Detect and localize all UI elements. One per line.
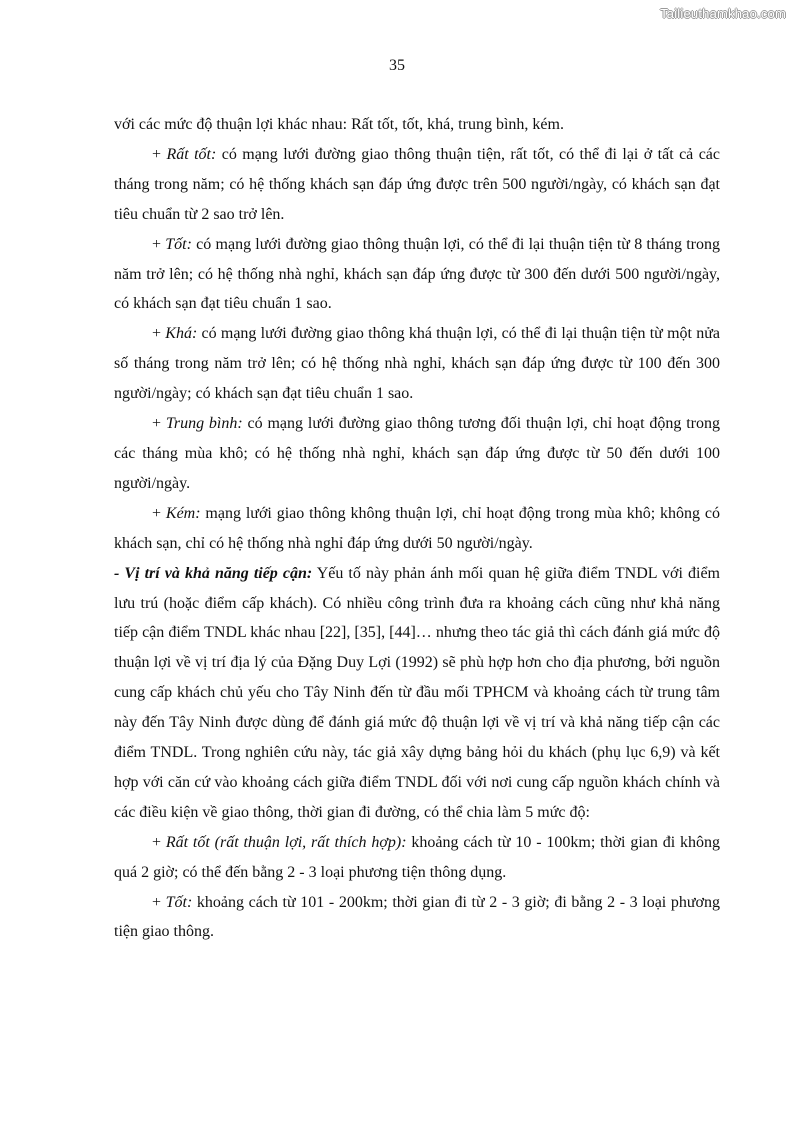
level-label: Rất tốt (rất thuận lợi, rất thích hợp):	[165, 833, 407, 851]
paragraph-intro	[114, 110, 720, 140]
page-number: 35	[389, 57, 405, 74]
level-tot	[114, 888, 720, 948]
level-text: khoảng cách từ 10 - 100km; thời gian đi không quá 2 giờ; có thể đến bằng 2 - 3 loại phương tiện thông dụng.	[114, 833, 720, 881]
criterion-label: Khá:	[165, 325, 198, 343]
bullet-prefix: +	[152, 235, 166, 253]
paragraph-kha	[114, 319, 720, 409]
level-text: khoảng cách từ 101 - 200km; thời gian đi từ 2 - 3 giờ; đi bằng 2 - 3 loại phương tiện giao thông.	[114, 893, 720, 941]
paragraph-tot	[114, 230, 720, 320]
paragraph-trung-binh	[114, 409, 720, 499]
criterion-label: Rất tốt:	[166, 145, 217, 163]
watermark: Tailieuthamkhao.com	[660, 6, 786, 21]
bullet-prefix: +	[152, 325, 166, 343]
bullet-prefix: +	[152, 833, 166, 851]
section-text: Yếu tố này phản ánh mối quan hệ giữa điểm TNDL với điểm lưu trú (hoặc điểm cấp khách). Có nhiều công trình đưa ra khoảng cách cũng như khả năng tiếp cận điểm TNDL khác nhau [22], [35], [44]… nhưng theo tác giả thì cách đánh giá mức độ thuận lợi về vị trí địa lý của Đặng Duy Lợi (1992) sẽ phù hợp hơn cho địa phương, bởi nguồn cung cấp khách chủ yếu cho Tây Ninh đến từ đầu mối TPHCM và khoảng cách từ trung tâm này đến Tây Ninh được dùng để đánh giá mức độ thuận lợi về vị trí và khả năng tiếp cận các điểm TNDL. Trong nghiên cứu này, tác giả xây dựng bảng hỏi du khách (phụ lục 6,9) và kết hợp với căn cứ vào khoảng cách giữa điểm TNDL đối với nơi cung cấp nguồn khách chính và các điều kiện về giao thông, thời gian đi đường, có thể chia làm 5 mức độ:	[114, 564, 720, 821]
paragraph-text: có mạng lưới đường giao thông thuận tiện, rất tốt, có thể đi lại ở tất cả các tháng trong năm; có hệ thống khách sạn đáp ứng được trên 500 người/ngày, có khách sạn đạt tiêu chuẩn từ 2 sao trở lên.	[114, 145, 720, 223]
bullet-prefix: +	[152, 504, 166, 522]
paragraph-text: mạng lưới giao thông không thuận lợi, chỉ hoạt động trong mùa khô; không có khách sạn, chỉ có hệ thống nhà nghỉ đáp ứng dưới 50 người/ngày.	[114, 504, 721, 552]
bullet-prefix: +	[152, 145, 167, 163]
paragraph-kem	[114, 499, 720, 559]
level-rat-tot	[114, 828, 720, 888]
paragraph-rat-tot	[114, 140, 720, 230]
paragraph-text: có mạng lưới đường giao thông tương đối thuận lợi, chỉ hoạt động trong các tháng mùa khô; có hệ thống nhà nghỉ, khách sạn đáp ứng được từ 50 đến dưới 100 người/ngày.	[114, 415, 720, 492]
paragraph-text: với các mức độ thuận lợi khác nhau: Rất tốt, tốt, khá, trung bình, kém.	[114, 116, 564, 133]
section-heading: - Vị trí và khả năng tiếp cận:	[114, 564, 313, 582]
section-location-access	[114, 559, 720, 828]
criterion-label: Trung bình:	[165, 415, 243, 433]
document-body	[114, 110, 720, 947]
bullet-prefix: +	[152, 415, 166, 433]
level-label: Tốt:	[165, 893, 193, 911]
criterion-label: Tốt:	[165, 235, 192, 253]
paragraph-text: có mạng lưới đường giao thông thuận lợi, có thể đi lại thuận tiện từ 8 tháng trong năm trở lên; có hệ thống nhà nghỉ, khách sạn đáp ứng được từ 300 đến dưới 500 người/ngày, có khách sạn đạt tiêu chuẩn 1 sao.	[114, 235, 720, 313]
bullet-prefix: +	[152, 893, 166, 911]
paragraph-text: có mạng lưới đường giao thông khá thuận lợi, có thể đi lại thuận tiện từ một nửa số tháng trong năm trở lên; có hệ thống nhà nghỉ, khách sạn đáp ứng được từ 100 đến 300 người/ngày; có khách sạn đạt tiêu chuẩn 1 sao.	[114, 325, 720, 403]
criterion-label: Kém:	[165, 504, 201, 522]
